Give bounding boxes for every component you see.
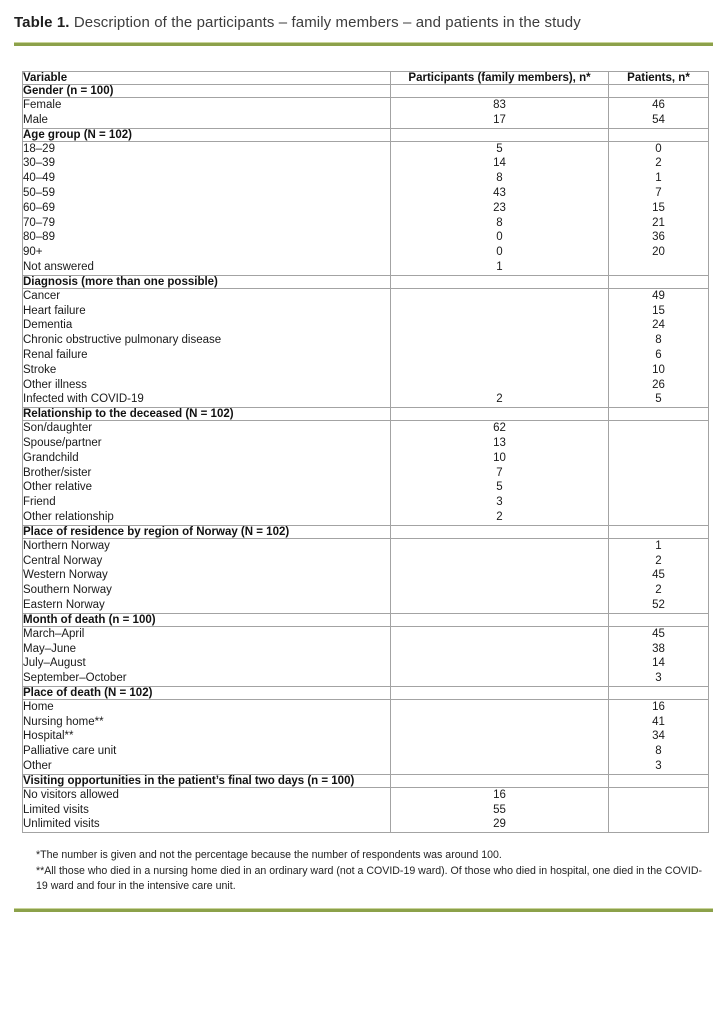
section-header-label: Place of death (N = 102) — [23, 686, 391, 699]
participants-value — [391, 318, 608, 333]
section-body-row — [23, 538, 709, 613]
section-header-empty-cell — [609, 85, 709, 98]
participants-value — [391, 671, 608, 686]
section-header-empty-cell — [609, 275, 709, 288]
patients-value: 14 — [652, 657, 665, 670]
participants-value: 43 — [493, 186, 506, 199]
patients-value: 1 — [655, 172, 662, 185]
variable-label: Renal failure — [23, 348, 88, 361]
participants-value: 2 — [496, 510, 503, 523]
variable-label: 60–69 — [23, 201, 55, 214]
variable-label: Home — [23, 700, 54, 713]
participants-value — [391, 289, 608, 304]
participants-value: 83 — [493, 99, 506, 111]
participants-value: 3 — [496, 496, 503, 509]
patients-value: 49 — [652, 289, 665, 302]
variable-label: Eastern Norway — [23, 598, 105, 611]
participants-value — [391, 700, 608, 715]
section-header-row — [23, 85, 709, 98]
patients-value: 10 — [652, 363, 665, 376]
variable-label: 80–89 — [23, 231, 55, 244]
patients-value: 45 — [652, 627, 665, 640]
variable-label: Hospital** — [23, 730, 74, 743]
variable-label: Brother/sister — [23, 466, 92, 479]
patients-value: 15 — [652, 304, 665, 317]
participants-values-cell — [391, 421, 609, 526]
section-header-row — [23, 275, 709, 288]
variable-label: September–October — [23, 672, 127, 685]
section-header-row — [23, 408, 709, 421]
footnote-2: **All those who died in a nursing home died in an ordinary ward (not a COVID-19 ward). Of those who died in hospital, one died in the COVID-19 ward and four in the intensive care unit. — [36, 864, 702, 893]
participants-values-cell — [391, 787, 609, 832]
variable-label: Grandchild — [23, 451, 79, 464]
participants-value — [391, 304, 608, 319]
section-header-empty-cell — [391, 613, 609, 626]
variable-label: 70–79 — [23, 216, 55, 229]
patients-value: 2 — [655, 584, 662, 597]
patients-value — [609, 803, 708, 818]
participants-value — [391, 554, 608, 569]
variable-labels-cell — [23, 699, 391, 774]
variable-labels-cell — [23, 787, 391, 832]
patients-value: 5 — [655, 393, 662, 406]
variable-label: Unlimited visits — [23, 818, 100, 831]
variable-label: Friend — [23, 496, 56, 509]
variable-labels-cell — [23, 98, 391, 129]
participants-value — [391, 348, 608, 363]
participants-value — [391, 759, 608, 774]
participants-value: 29 — [493, 818, 506, 831]
patients-value: 36 — [652, 231, 665, 244]
variable-label: Other — [23, 760, 52, 773]
col-header-participants: Participants (family members), n* — [391, 72, 609, 85]
patients-values-cell — [609, 626, 709, 686]
participants-value — [391, 627, 608, 642]
variable-label: Southern Norway — [23, 584, 112, 597]
patients-value — [609, 480, 708, 495]
variable-label: 90+ — [23, 246, 43, 259]
top-rule — [14, 42, 713, 46]
section-header-label: Place of residence by region of Norway (N = 102) — [23, 525, 391, 538]
variable-label: Other illness — [23, 378, 87, 391]
patients-values-cell — [609, 288, 709, 407]
patients-value: 16 — [652, 700, 665, 713]
column-header-row — [23, 72, 709, 85]
patients-value: 3 — [655, 672, 662, 685]
participants-values-cell — [391, 538, 609, 613]
section-header-empty-cell — [391, 275, 609, 288]
bottom-rule — [14, 908, 713, 912]
participants-value: 0 — [496, 246, 503, 259]
section-header-empty-cell — [391, 525, 609, 538]
participants-value — [391, 744, 608, 759]
participants-value: 2 — [496, 393, 503, 406]
section-header-label: Gender (n = 100) — [23, 85, 391, 98]
section-header-row — [23, 525, 709, 538]
variable-labels-cell — [23, 538, 391, 613]
participants-values-cell — [391, 699, 609, 774]
variable-label: 18–29 — [23, 142, 55, 155]
variable-label: Northern Norway — [23, 539, 110, 552]
section-body-row — [23, 699, 709, 774]
participants-value — [391, 729, 608, 744]
variable-label: Not answered — [23, 260, 94, 273]
patients-value: 34 — [652, 730, 665, 743]
participants-value: 17 — [493, 113, 506, 126]
variable-label: Spouse/partner — [23, 436, 102, 449]
patients-value — [609, 260, 708, 275]
patients-value — [609, 466, 708, 481]
section-header-row — [23, 774, 709, 787]
patients-value: 38 — [652, 642, 665, 655]
patients-values-cell — [609, 421, 709, 526]
section-header-empty-cell — [391, 408, 609, 421]
col-header-patients: Patients, n* — [609, 72, 709, 85]
patients-value — [609, 436, 708, 451]
section-header-label: Relationship to the deceased (N = 102) — [23, 408, 391, 421]
participants-value — [391, 656, 608, 671]
section-body-row — [23, 787, 709, 832]
section-header-label: Month of death (n = 100) — [23, 613, 391, 626]
participants-value — [391, 598, 608, 613]
variable-label: March–April — [23, 627, 85, 640]
variable-label: Palliative care unit — [23, 745, 117, 758]
participants-value: 13 — [493, 436, 506, 449]
variable-label: Infected with COVID-19 — [23, 393, 144, 406]
variable-label: July–August — [23, 657, 86, 670]
section-header-empty-cell — [609, 525, 709, 538]
participants-value — [391, 378, 608, 393]
variable-label: Central Norway — [23, 554, 103, 567]
variable-label: Limited visits — [23, 803, 89, 816]
section-body-row — [23, 98, 709, 129]
variable-label: Female — [23, 99, 62, 111]
participants-value: 62 — [493, 422, 506, 435]
section-body-row — [23, 626, 709, 686]
variable-label: Western Norway — [23, 569, 108, 582]
section-header-empty-cell — [609, 613, 709, 626]
page — [0, 12, 727, 1024]
patients-value: 8 — [655, 334, 662, 347]
section-header-label: Visiting opportunities in the patient’s final two days (n = 100) — [23, 774, 391, 787]
patients-value: 2 — [655, 157, 662, 170]
patients-value — [609, 451, 708, 466]
section-header-empty-cell — [391, 128, 609, 141]
patients-value: 21 — [652, 216, 665, 229]
section-header-label: Diagnosis (more than one possible) — [23, 275, 391, 288]
variable-label: 50–59 — [23, 186, 55, 199]
participants-value: 10 — [493, 451, 506, 464]
participants-values-cell — [391, 626, 609, 686]
section-header-empty-cell — [609, 408, 709, 421]
patients-value: 26 — [652, 378, 665, 391]
patients-values-cell — [609, 141, 709, 275]
section-body-row — [23, 141, 709, 275]
variable-label: Chronic obstructive pulmonary disease — [23, 334, 222, 347]
patients-value: 46 — [652, 99, 665, 111]
participants-values-cell — [391, 98, 609, 129]
variable-label: Male — [23, 113, 48, 126]
patients-values-cell — [609, 98, 709, 129]
participants-values-cell — [391, 141, 609, 275]
variable-label: No visitors allowed — [23, 788, 119, 801]
participants-value — [391, 333, 608, 348]
patients-value — [609, 510, 708, 525]
participants-value: 5 — [496, 142, 503, 155]
patients-value — [609, 421, 708, 436]
variable-label: Stroke — [23, 363, 57, 376]
patients-value: 15 — [652, 201, 665, 214]
variable-label: Other relative — [23, 481, 93, 494]
section-body-row — [23, 288, 709, 407]
variable-label: Dementia — [23, 319, 73, 332]
participants-value: 23 — [493, 201, 506, 214]
variable-label: 30–39 — [23, 157, 55, 170]
footnote-1: *The number is given and not the percentage because the number of respondents was around 100. — [36, 849, 502, 862]
patients-value: 8 — [655, 745, 662, 758]
participants-table — [22, 71, 709, 833]
participants-value: 14 — [493, 157, 506, 170]
participants-value — [391, 363, 608, 378]
variable-label: May–June — [23, 642, 77, 655]
participants-value: 5 — [496, 481, 503, 494]
participants-value: 1 — [496, 260, 503, 273]
variable-label: 40–49 — [23, 172, 55, 185]
table-title-label: Table 1. — [14, 14, 70, 31]
patients-value: 41 — [652, 715, 665, 728]
patients-value: 45 — [652, 569, 665, 582]
patients-value — [609, 495, 708, 510]
variable-labels-cell — [23, 626, 391, 686]
variable-labels-cell — [23, 421, 391, 526]
patients-value — [609, 788, 708, 803]
participants-value — [391, 568, 608, 583]
participants-value: 16 — [493, 788, 506, 801]
variable-label: Heart failure — [23, 304, 86, 317]
variable-labels-cell — [23, 141, 391, 275]
section-header-empty-cell — [391, 686, 609, 699]
section-header-empty-cell — [391, 85, 609, 98]
patients-values-cell — [609, 787, 709, 832]
patients-values-cell — [609, 538, 709, 613]
section-header-row — [23, 613, 709, 626]
section-header-empty-cell — [609, 774, 709, 787]
section-header-empty-cell — [609, 128, 709, 141]
section-header-empty-cell — [391, 774, 609, 787]
patients-value: 3 — [655, 760, 662, 773]
patients-values-cell — [609, 699, 709, 774]
variable-label: Cancer — [23, 289, 61, 302]
footnotes — [36, 848, 707, 895]
variable-label: Son/daughter — [23, 422, 93, 435]
section-header-row — [23, 128, 709, 141]
patients-value: 2 — [655, 554, 662, 567]
variable-label: Other relationship — [23, 510, 114, 523]
participants-value — [391, 583, 608, 598]
col-header-variable: Variable — [23, 72, 391, 85]
table-title — [14, 12, 713, 33]
participants-value — [391, 715, 608, 730]
section-header-label: Age group (N = 102) — [23, 128, 391, 141]
participants-value: 7 — [496, 466, 503, 479]
participants-value: 0 — [496, 231, 503, 244]
patients-value: 54 — [652, 113, 665, 126]
table-title-text: Description of the participants – family members – and patients in the study — [69, 14, 581, 31]
section-header-empty-cell — [609, 686, 709, 699]
participants-value: 8 — [496, 172, 503, 185]
patients-value: 6 — [655, 348, 662, 361]
participants-value: 8 — [496, 216, 503, 229]
variable-label: Nursing home** — [23, 715, 104, 728]
patients-value: 52 — [652, 598, 665, 611]
section-body-row — [23, 421, 709, 526]
patients-value — [609, 817, 708, 832]
patients-value: 24 — [652, 319, 665, 332]
patients-value: 0 — [655, 142, 662, 155]
patients-value: 1 — [655, 539, 662, 552]
participants-value: 55 — [493, 803, 506, 816]
participants-value — [391, 642, 608, 657]
patients-value: 7 — [655, 186, 662, 199]
section-header-row — [23, 686, 709, 699]
patients-value: 20 — [652, 246, 665, 259]
participants-values-cell — [391, 288, 609, 407]
participants-value — [391, 539, 608, 554]
variable-labels-cell — [23, 288, 391, 407]
